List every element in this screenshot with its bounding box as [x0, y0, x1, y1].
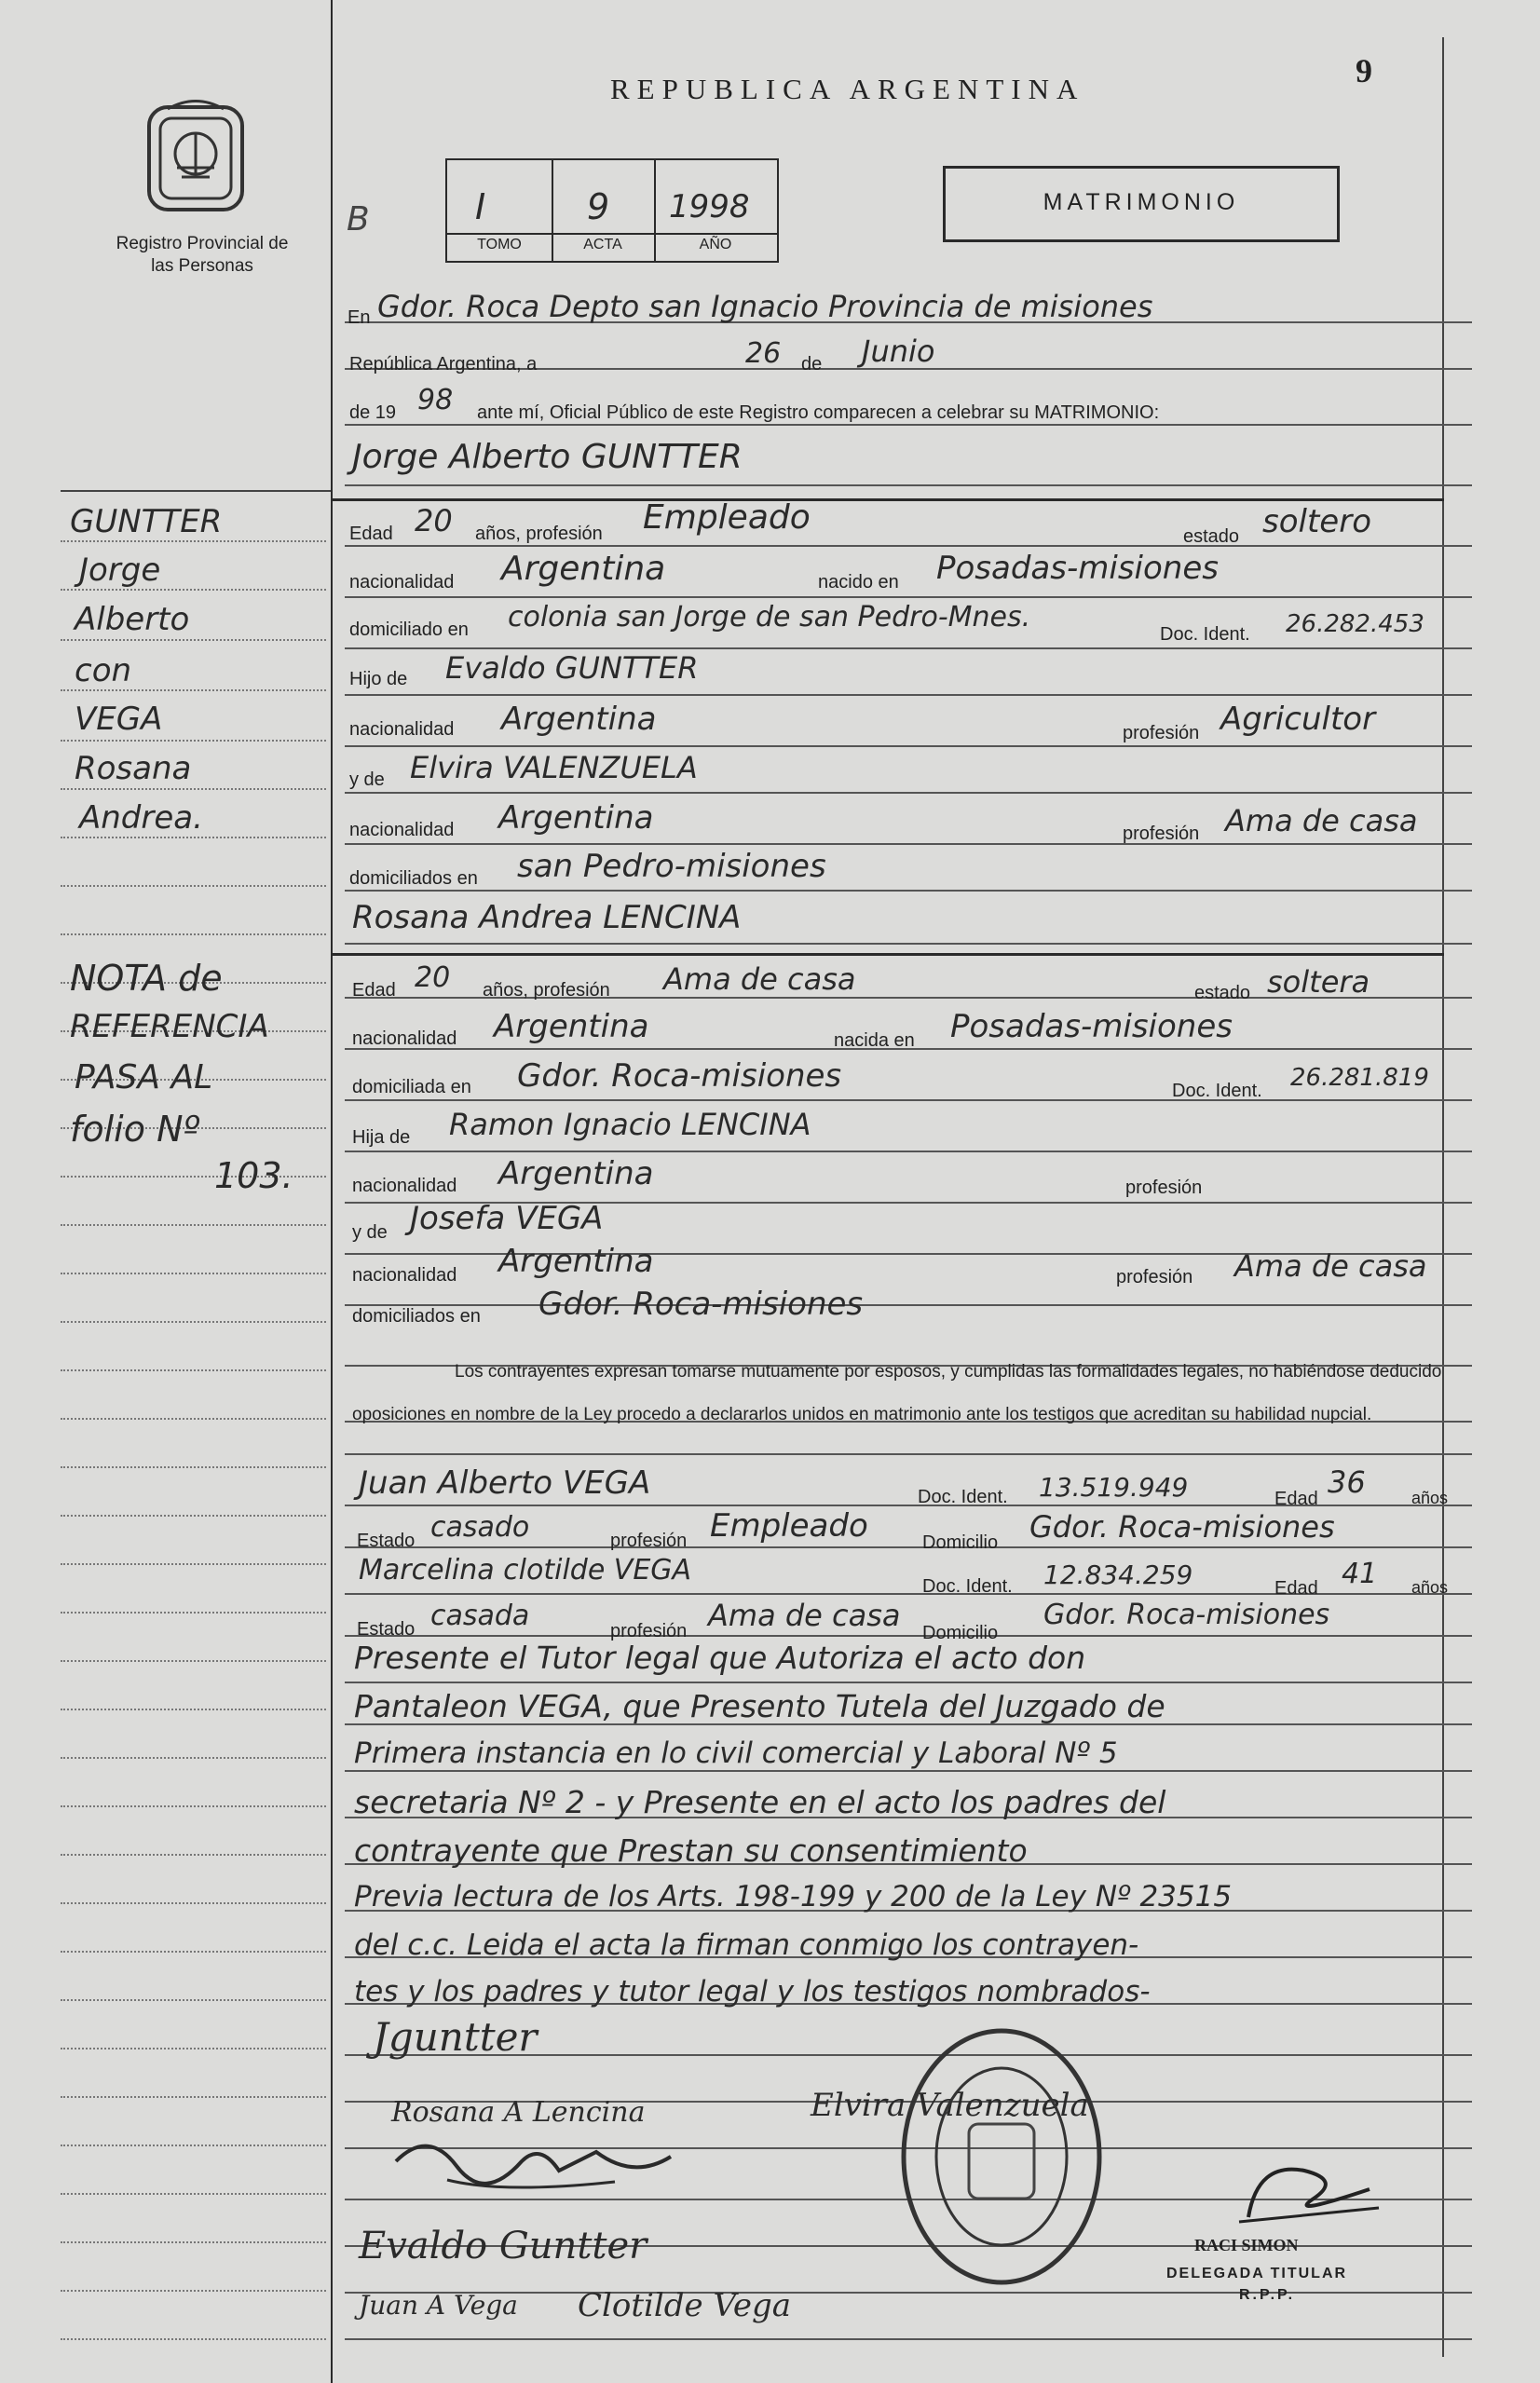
ano-value: 1998 [669, 188, 750, 225]
witness-2-profession: Ama de casa [708, 1598, 901, 1633]
label-anos-profesion: años, profesión [483, 980, 610, 1001]
label-de-19: de 19 [349, 402, 397, 423]
registry-name: Registro Provincial de las Personas [116, 234, 289, 276]
label-edad: Edad [1274, 1578, 1318, 1599]
label-nacido-en: nacido en [818, 572, 899, 592]
bride-father: Ramon Ignacio LENCINA [449, 1107, 811, 1142]
label-estado-cap: Estado [357, 1619, 416, 1640]
label-domiciliados: domiciliados en [352, 1306, 481, 1327]
witness-1-age: 36 [1328, 1464, 1366, 1500]
note-line-8: tes y los padres y tutor legal y los testigos nombrados- [354, 1975, 1151, 2009]
label-domicilio: Domicilio [922, 1623, 999, 1643]
signature-witness-2: Clotilde Vega [578, 2287, 792, 2324]
label-anos-profesion: años, profesión [475, 524, 603, 544]
bride-name: Rosana Andrea LENCINA [352, 899, 742, 936]
margin-name-6: Rosana [75, 750, 192, 787]
label-doc-ident: Doc. Ident. [922, 1576, 1013, 1597]
label-doc-ident: Doc. Ident. [1172, 1081, 1262, 1101]
signature-father: Evaldo Guntter [359, 2225, 647, 2267]
label-profesion: profesión [1123, 723, 1200, 743]
label-profesion: profesión [610, 1621, 688, 1641]
groom-mother-nationality: Argentina [498, 799, 654, 837]
label-estado: estado [1194, 983, 1251, 1003]
tomo-label: TOMO [477, 237, 522, 252]
acta-label: ACTA [583, 237, 622, 252]
signature-witness-1: Juan A Vega [359, 2290, 518, 2321]
label-estado-cap: Estado [357, 1531, 416, 1551]
label-nacida-en: nacida en [834, 1030, 915, 1051]
groom-mother-profession: Ama de casa [1225, 803, 1418, 838]
margin-name-3: Alberto [75, 601, 190, 638]
label-profesion: profesión [1123, 824, 1200, 844]
bride-birthplace: Posadas-misiones [950, 1008, 1233, 1045]
groom-father: Evaldo GUNTTER [445, 650, 699, 686]
witness-1-doc: 13.519.949 [1039, 1472, 1189, 1503]
label-republica: República Argentina, a [349, 354, 538, 374]
margin-note-2: REFERENCIA [70, 1008, 269, 1045]
witness-2-address: Gdor. Roca-misiones [1043, 1599, 1330, 1631]
label-nacionalidad: nacionalidad [352, 1176, 457, 1196]
label-doc-ident: Doc. Ident. [1160, 624, 1250, 645]
official-name: RACI SIMON [1194, 2236, 1299, 2254]
margin-note-3: PASA AL [75, 1058, 213, 1096]
ano-label: AÑO [699, 237, 732, 252]
acta-value: 9 [587, 186, 610, 227]
label-en: En [348, 307, 371, 328]
label-edad: Edad [352, 980, 396, 1001]
groom-profession: Empleado [643, 498, 811, 537]
margin-note-4: folio Nº [70, 1109, 200, 1150]
official-title: DELEGADA TITULAR [1166, 2266, 1348, 2281]
margin-name-7: Andrea. [79, 799, 203, 837]
signature-bride: Rosana A Lencina [391, 2096, 646, 2129]
right-border [1442, 37, 1444, 2357]
marriage-day: 26 [745, 337, 782, 370]
official-stamp-icon [894, 2022, 1109, 2292]
label-edad: Edad [1274, 1489, 1318, 1509]
label-domiciliada: domiciliada en [352, 1077, 471, 1097]
witness-1-profession: Empleado [710, 1507, 868, 1545]
label-domiciliado: domiciliado en [349, 620, 469, 640]
witness-1-status: casado [430, 1511, 530, 1544]
legal-text: Los contrayentes expresan tomarse mutuamente por esposos, y cumplidas las formalidades legales, no habiéndose deducido oposiciones en nombre de la Ley procedo a declararlos unidos en matrimonio ante los testigos que acreditan su habilidad nupcial. [352, 1362, 1442, 1424]
marriage-month: Junio [862, 334, 935, 369]
note-line-1: Presente el Tutor legal que Autoriza el acto don [354, 1640, 1086, 1676]
groom-section-divider [331, 498, 1444, 501]
margin-divider [331, 0, 333, 2383]
country-title: REPUBLICA ARGENTINA [610, 73, 1085, 105]
label-edad: Edad [349, 524, 393, 544]
note-line-6: Previa lectura de los Arts. 198-199 y 200 de la Ley Nº 23515 [354, 1880, 1233, 1913]
bride-mother-profession: Ama de casa [1234, 1248, 1427, 1284]
label-domicilio: Domicilio [922, 1532, 999, 1553]
label-intro: ante mí, Oficial Público de este Registro comparecen a celebrar su MATRIMONIO: [477, 402, 1160, 423]
groom-age: 20 [415, 503, 453, 538]
witness-1-name: Juan Alberto VEGA [359, 1464, 651, 1502]
note-line-5: contrayente que Prestan su consentimiento [354, 1832, 1028, 1869]
marriage-place: Gdor. Roca Depto san Ignacio Provincia de misiones [377, 289, 1153, 324]
note-line-7: del c.c. Leida el acta la firman conmigo los contrayen- [354, 1928, 1139, 1962]
bride-address: Gdor. Roca-misiones [517, 1057, 842, 1095]
tomo-value: I [475, 186, 486, 227]
bride-age: 20 [415, 961, 451, 994]
label-domiciliados: domiciliados en [349, 868, 478, 889]
label-anos: años [1411, 1489, 1449, 1507]
bride-nationality: Argentina [494, 1008, 649, 1045]
margin-note-1: NOTA de [70, 958, 223, 999]
groom-father-profession: Agricultor [1220, 701, 1376, 738]
act-type: MATRIMONIO [1043, 189, 1240, 215]
label-y-de: y de [349, 769, 385, 790]
page-number: 9 [1356, 52, 1372, 89]
act-box [445, 158, 779, 263]
label-estado: estado [1183, 526, 1240, 547]
groom-parents-address: san Pedro-misiones [517, 848, 826, 885]
groom-nationality: Argentina [501, 550, 666, 588]
marriage-year: 98 [417, 384, 454, 416]
witness-2-doc: 12.834.259 [1043, 1559, 1193, 1590]
label-anos: años [1411, 1578, 1449, 1597]
act-type-box [943, 166, 1340, 242]
label-hijo-de: Hijo de [349, 669, 408, 689]
label-nacionalidad: nacionalidad [352, 1265, 457, 1286]
margin-name-2: Jorge [79, 551, 161, 589]
label-hija-de: Hija de [352, 1127, 411, 1148]
bride-mother: Josefa VEGA [410, 1200, 604, 1237]
signature-mother: Elvira Valenzuela [811, 2087, 1089, 2124]
label-profesion: profesión [1125, 1178, 1203, 1198]
label-y-de: y de [352, 1222, 388, 1243]
groom-name: Jorge Alberto GUNTTER [352, 438, 743, 476]
margin-name-4: con [75, 652, 132, 689]
provincial-seal-icon [140, 89, 252, 219]
witness-2-status: casada [430, 1600, 530, 1632]
bride-status: soltera [1267, 964, 1370, 1000]
label-profesion: profesión [610, 1531, 688, 1551]
witness-2-name: Marcelina clotilde VEGA [359, 1554, 692, 1586]
bride-section-divider [331, 953, 1444, 956]
groom-doc: 26.282.453 [1286, 610, 1424, 638]
witness-1-address: Gdor. Roca-misiones [1029, 1509, 1335, 1545]
label-nacionalidad: nacionalidad [349, 820, 455, 840]
registry-mark: B [347, 200, 370, 238]
margin-name-5: VEGA [75, 701, 163, 738]
bride-father-nationality: Argentina [498, 1155, 654, 1192]
label-profesion: profesión [1116, 1267, 1193, 1287]
bride-parents-address: Gdor. Roca-misiones [538, 1286, 864, 1323]
groom-mother: Elvira VALENZUELA [410, 750, 698, 785]
label-doc-ident: Doc. Ident. [918, 1487, 1008, 1507]
margin-note-5: 103. [214, 1155, 293, 1196]
groom-address: colonia san Jorge de san Pedro-Mnes. [508, 601, 1031, 633]
note-line-2: Pantaleon VEGA, que Presento Tutela del Juzgado de [354, 1688, 1165, 1724]
note-line-4: secretaria Nº 2 - y Presente en el acto los padres del [354, 1784, 1166, 1820]
label-nacionalidad: nacionalidad [349, 572, 455, 592]
signature-groom: Jguntter [373, 2014, 538, 2060]
groom-status: soltero [1262, 503, 1371, 540]
official-signature-icon [1230, 2152, 1388, 2236]
bride-profession: Ama de casa [663, 961, 856, 997]
margin-name-1: GUNTTER [70, 503, 223, 540]
label-de: de [801, 354, 823, 374]
label-nacionalidad: nacionalidad [352, 1028, 457, 1049]
official-office: R.P.P. [1239, 2287, 1296, 2303]
bride-doc: 26.281.819 [1290, 1064, 1429, 1092]
bride-mother-nationality: Argentina [498, 1243, 654, 1280]
margin-divider-line [61, 490, 331, 492]
note-line-3: Primera instancia en lo civil comercial y Laboral Nº 5 [354, 1736, 1118, 1770]
label-nacionalidad: nacionalidad [349, 719, 455, 740]
witness-2-age: 41 [1342, 1558, 1378, 1590]
groom-father-nationality: Argentina [501, 701, 657, 738]
scribble-signature-icon [391, 2124, 699, 2199]
groom-birthplace: Posadas-misiones [936, 550, 1219, 587]
